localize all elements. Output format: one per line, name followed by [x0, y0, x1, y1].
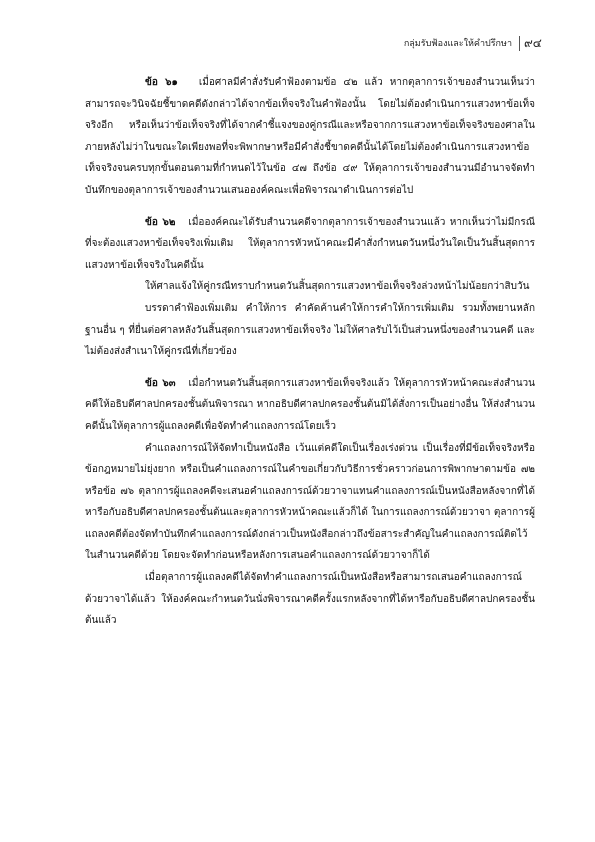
clause-61 — [85, 72, 535, 202]
clause-label: ข้อ ๖๓ — [145, 377, 176, 389]
clause-paragraph — [85, 373, 535, 438]
clause-paragraph: คำแถลงการณ์ให้จัดทำเป็นหนังสือ เว้นแต่คดีใดเป็นเรื่องเร่งด่วน เป็นเรื่องที่มีข้อเท็จจริงหรือข้อกฎหมายไม่ยุ่งยาก หรือเป็นคำแถลงการณ์ในคำขอเกี่ยวกับวิธีการชั่วคราวก่อนการพิพากษาตามข้อ ๗๒ หรือข้อ ๗๖ ตุลาการผู้แถลงคดีจะเสนอคำแถลงการณ์ด้วยวาจาแทนคำแถลงการณ์เป็นหนังสือหลังจากที่ได้หารือกับอธิบดีศาลปกครองชั้นต้นและตุลาการหัวหน้าคณะแล้วก็ได้ ในการแถลงการณ์ด้วยวาจา ตุลาการผู้แถลงคดีต้องจัดทำบันทึกคำแถลงการณ์ดังกล่าวเป็นหนังสือกล่าวถึงข้อสาระสำคัญในคำแถลงการณ์ติดไว้ในสำนวนคดีด้วย โดยจะจัดทำก่อนหรือหลังการเสนอคำแถลงการณ์ด้วยวาจาก็ได้ — [85, 442, 535, 562]
clause-label: ข้อ ๖๑ — [145, 77, 178, 88]
clause-paragraph: ให้ศาลแจ้งให้คู่กรณีทราบกำหนดวันสิ้นสุดการแสวงหาข้อเท็จจริงล่วงหน้าไม่น้อยกว่าสิบวัน — [145, 281, 530, 293]
clause-62 — [85, 212, 535, 363]
clause-paragraph — [85, 212, 535, 277]
page-number: ๙๔ — [524, 36, 542, 50]
document-body — [85, 72, 535, 632]
header-divider — [519, 36, 520, 51]
clause-paragraph — [85, 72, 535, 202]
clause-paragraph: เมื่อตุลาการผู้แถลงคดีได้จัดทำคำแถลงการณ์เป็นหนังสือหรือสามารถเสนอคำแถลงการณ์ด้วยวาจาได้แล้ว ให้องค์คณะกำหนดวันนั่งพิจารณาคดีครั้งแรกหลังจากที่ได้หารือกับอธิบดีศาลปกครองชั้นต้นแล้ว — [85, 572, 535, 627]
clause-text: เมื่อองค์คณะได้รับสำนวนคดีจากตุลาการเจ้าของสำนวนแล้ว หากเห็นว่าไม่มีกรณีที่จะต้องแสวงหาข้อเท็จจริงเพิ่มเติม ให้ตุลาการหัวหน้าคณะมีคำสั่งกำหนดวันหนึ่งวันใดเป็นวันสิ้นสุดการแสวงหาข้อเท็จจริงในคดีนั้น — [85, 216, 535, 271]
clause-text: เมื่อกำหนดวันสิ้นสุดการแสวงหาข้อเท็จจริงแล้ว ให้ตุลาการหัวหน้าคณะส่งสำนวนคดีให้อธิบดีศาลปกครองชั้นต้นพิจารณา หากอธิบดีศาลปกครองชั้นต้นมิได้สั่งการเป็นอย่างอื่น ให้ส่งสำนวนคดีนั้นให้ตุลาการผู้แถลงคดีเพื่อจัดทำคำแถลงการณ์โดยเร็ว — [85, 377, 536, 432]
clause-63 — [85, 373, 535, 632]
clause-label: ข้อ ๖๒ — [145, 216, 176, 228]
clause-paragraph: บรรดาคำฟ้องเพิ่มเติม คำให้การ คำคัดค้านคำให้การคำให้การเพิ่มเติม รวมทั้งพยานหลักฐานอื่น ๆ ที่ยื่นต่อศาลหลังวันสิ้นสุดการแสวงหาข้อเท็จจริง ไม่ให้ศาลรับไว้เป็นส่วนหนึ่งของสำนวนคดี และไม่ต้องส่งสำเนาให้คู่กรณีที่เกี่ยวข้อง — [85, 302, 535, 358]
header-title: กลุ่มรับฟ้องและให้คำปรึกษา — [403, 39, 512, 49]
clause-text: เมื่อศาลมีคำสั่งรับคำฟ้องตามข้อ ๔๒ แล้ว หากตุลาการเจ้าของสำนวนเห็นว่าสามารถจะวินิจฉัยชี้ขาดคดีดังกล่าวได้จากข้อเท็จจริงในคำฟ้องนั้น โดยไม่ต้องดำเนินการแสวงหาข้อเท็จจริงอีก หรือเห็นว่าข้อเท็จจริงที่ได้จากคำชี้แจงของคู่กรณีและหรือจากการแสวงหาข้อเท็จจริงของศาลในภายหลังไม่ว่าในขณะใดเพียงพอที่จะพิพากษาหรือมีคำสั่งชี้ขาดคดีนั้นได้โดยไม่ต้องดำเนินการแสวงหาข้อเท็จจริงจนครบทุกขั้นตอนตามที่กำหนดไว้ในข้อ ๔๗ ถึงข้อ ๔๙ ให้ตุลาการเจ้าของสำนวนมีอำนาจจัดทำบันทึกของตุลาการเจ้าของสำนวนเสนอองค์คณะเพื่อพิจารณาดำเนินการต่อไป — [85, 77, 535, 196]
